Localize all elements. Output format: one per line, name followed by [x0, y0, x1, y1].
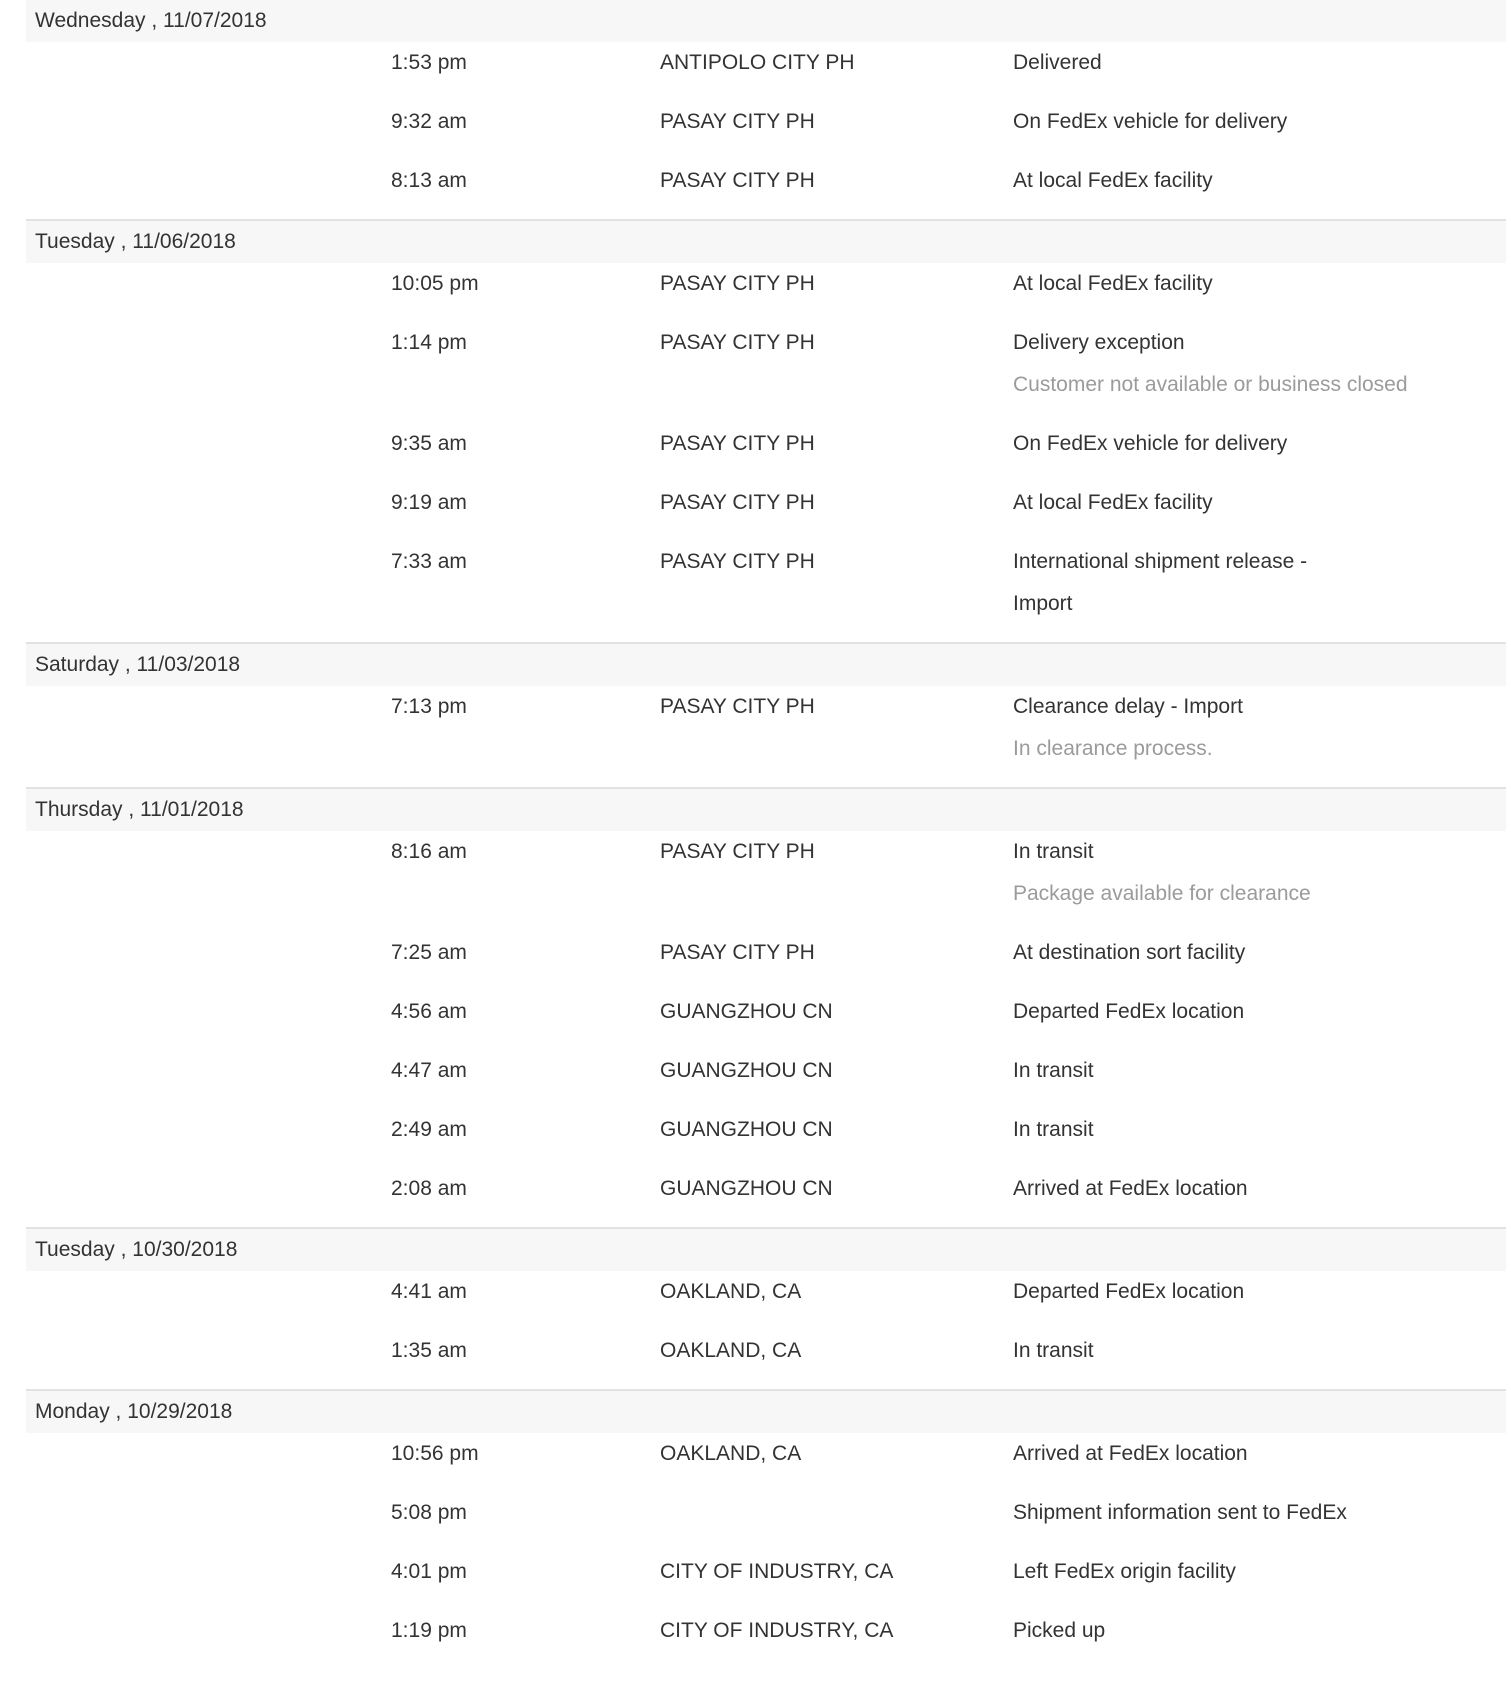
scan-event-row	[26, 1168, 1506, 1227]
event-time: 4:47 am	[391, 1059, 467, 1082]
event-location: PASAY CITY PH	[660, 331, 815, 354]
day-group	[26, 1391, 1506, 1669]
event-location: PASAY CITY PH	[660, 840, 815, 863]
event-location: PASAY CITY PH	[660, 491, 815, 514]
event-status: Delivery exception	[1013, 331, 1185, 354]
scan-event-row	[26, 1271, 1506, 1330]
event-status-detail: Package available for clearance	[1013, 882, 1311, 905]
event-location: PASAY CITY PH	[660, 695, 815, 718]
event-status: Left FedEx origin facility	[1013, 1560, 1236, 1583]
event-time: 1:35 am	[391, 1339, 467, 1362]
event-time: 7:13 pm	[391, 695, 467, 718]
event-time: 4:41 am	[391, 1280, 467, 1303]
event-location: PASAY CITY PH	[660, 169, 815, 192]
event-location: PASAY CITY PH	[660, 110, 815, 133]
day-header-date: Wednesday , 11/07/2018	[26, 0, 1506, 42]
day-group	[26, 221, 1506, 644]
scan-event-row	[26, 482, 1506, 541]
scan-event-row	[26, 1551, 1506, 1610]
event-location: CITY OF INDUSTRY, CA	[660, 1560, 894, 1583]
event-location: PASAY CITY PH	[660, 432, 815, 455]
day-header-date: Saturday , 11/03/2018	[26, 644, 1506, 686]
day-group	[26, 789, 1506, 1229]
event-status: Arrived at FedEx location	[1013, 1177, 1248, 1200]
scan-event-row	[26, 1109, 1506, 1168]
event-time: 4:01 pm	[391, 1560, 467, 1583]
event-time: 5:08 pm	[391, 1501, 467, 1524]
scan-event-row	[26, 1433, 1506, 1492]
day-header-date: Tuesday , 11/06/2018	[26, 221, 1506, 263]
event-location: GUANGZHOU CN	[660, 1059, 833, 1082]
travel-history-list	[26, 0, 1506, 1669]
event-status: In transit	[1013, 1339, 1094, 1362]
scan-event-row	[26, 1492, 1506, 1551]
scan-event-row	[26, 932, 1506, 991]
event-status: On FedEx vehicle for delivery	[1013, 432, 1288, 455]
event-status: Delivered	[1013, 51, 1102, 74]
event-status: In transit	[1013, 1118, 1094, 1141]
event-time: 1:19 pm	[391, 1619, 467, 1642]
scan-event-row	[26, 322, 1506, 423]
event-status: At local FedEx facility	[1013, 169, 1213, 192]
scan-event-row	[26, 1050, 1506, 1109]
event-time: 7:33 am	[391, 550, 467, 573]
event-time: 9:35 am	[391, 432, 467, 455]
event-status: At local FedEx facility	[1013, 272, 1213, 295]
event-location: ANTIPOLO CITY PH	[660, 51, 855, 74]
event-time: 8:13 am	[391, 169, 467, 192]
day-header-date: Thursday , 11/01/2018	[26, 789, 1506, 831]
event-status: Departed FedEx location	[1013, 1000, 1245, 1023]
event-status: At destination sort facility	[1013, 941, 1246, 964]
event-status: Arrived at FedEx location	[1013, 1442, 1248, 1465]
event-time: 1:14 pm	[391, 331, 467, 354]
scan-event-row	[26, 423, 1506, 482]
event-status: Departed FedEx location	[1013, 1280, 1245, 1303]
event-time: 2:49 am	[391, 1118, 467, 1141]
event-time: 10:56 pm	[391, 1442, 479, 1465]
event-time: 9:19 am	[391, 491, 467, 514]
event-time: 7:25 am	[391, 941, 467, 964]
event-time: 2:08 am	[391, 1177, 467, 1200]
event-status: Clearance delay - Import	[1013, 695, 1243, 718]
event-status: International shipment release - Import	[1013, 550, 1308, 615]
scan-event-row	[26, 991, 1506, 1050]
event-time: 4:56 am	[391, 1000, 467, 1023]
scan-event-row	[26, 42, 1506, 101]
event-time: 10:05 pm	[391, 272, 479, 295]
event-status: In transit	[1013, 840, 1094, 863]
scan-event-row	[26, 101, 1506, 160]
scan-event-row	[26, 541, 1506, 642]
scan-event-row	[26, 686, 1506, 787]
scan-event-row	[26, 263, 1506, 322]
day-header-date: Monday , 10/29/2018	[26, 1391, 1506, 1433]
event-status: Picked up	[1013, 1619, 1106, 1642]
day-group	[26, 1229, 1506, 1391]
event-location: CITY OF INDUSTRY, CA	[660, 1619, 894, 1642]
day-group	[26, 644, 1506, 789]
scan-event-row	[26, 1610, 1506, 1669]
event-location: PASAY CITY PH	[660, 550, 815, 573]
event-location: OAKLAND, CA	[660, 1280, 802, 1303]
event-status-detail: In clearance process.	[1013, 737, 1213, 760]
event-location: GUANGZHOU CN	[660, 1118, 833, 1141]
event-location: OAKLAND, CA	[660, 1442, 802, 1465]
day-group	[26, 0, 1506, 221]
scan-event-row	[26, 831, 1506, 932]
event-status: At local FedEx facility	[1013, 491, 1213, 514]
event-location: GUANGZHOU CN	[660, 1177, 833, 1200]
event-status-detail: Customer not available or business closed	[1013, 373, 1408, 396]
event-location: PASAY CITY PH	[660, 941, 815, 964]
event-status: In transit	[1013, 1059, 1094, 1082]
event-time: 9:32 am	[391, 110, 467, 133]
event-status: Shipment information sent to FedEx	[1013, 1501, 1347, 1524]
event-time: 8:16 am	[391, 840, 467, 863]
scan-event-row	[26, 1330, 1506, 1389]
scan-event-row	[26, 160, 1506, 219]
event-location: OAKLAND, CA	[660, 1339, 802, 1362]
event-time: 1:53 pm	[391, 51, 467, 74]
day-header-date: Tuesday , 10/30/2018	[26, 1229, 1506, 1271]
event-status: On FedEx vehicle for delivery	[1013, 110, 1288, 133]
event-location: PASAY CITY PH	[660, 272, 815, 295]
event-location: GUANGZHOU CN	[660, 1000, 833, 1023]
